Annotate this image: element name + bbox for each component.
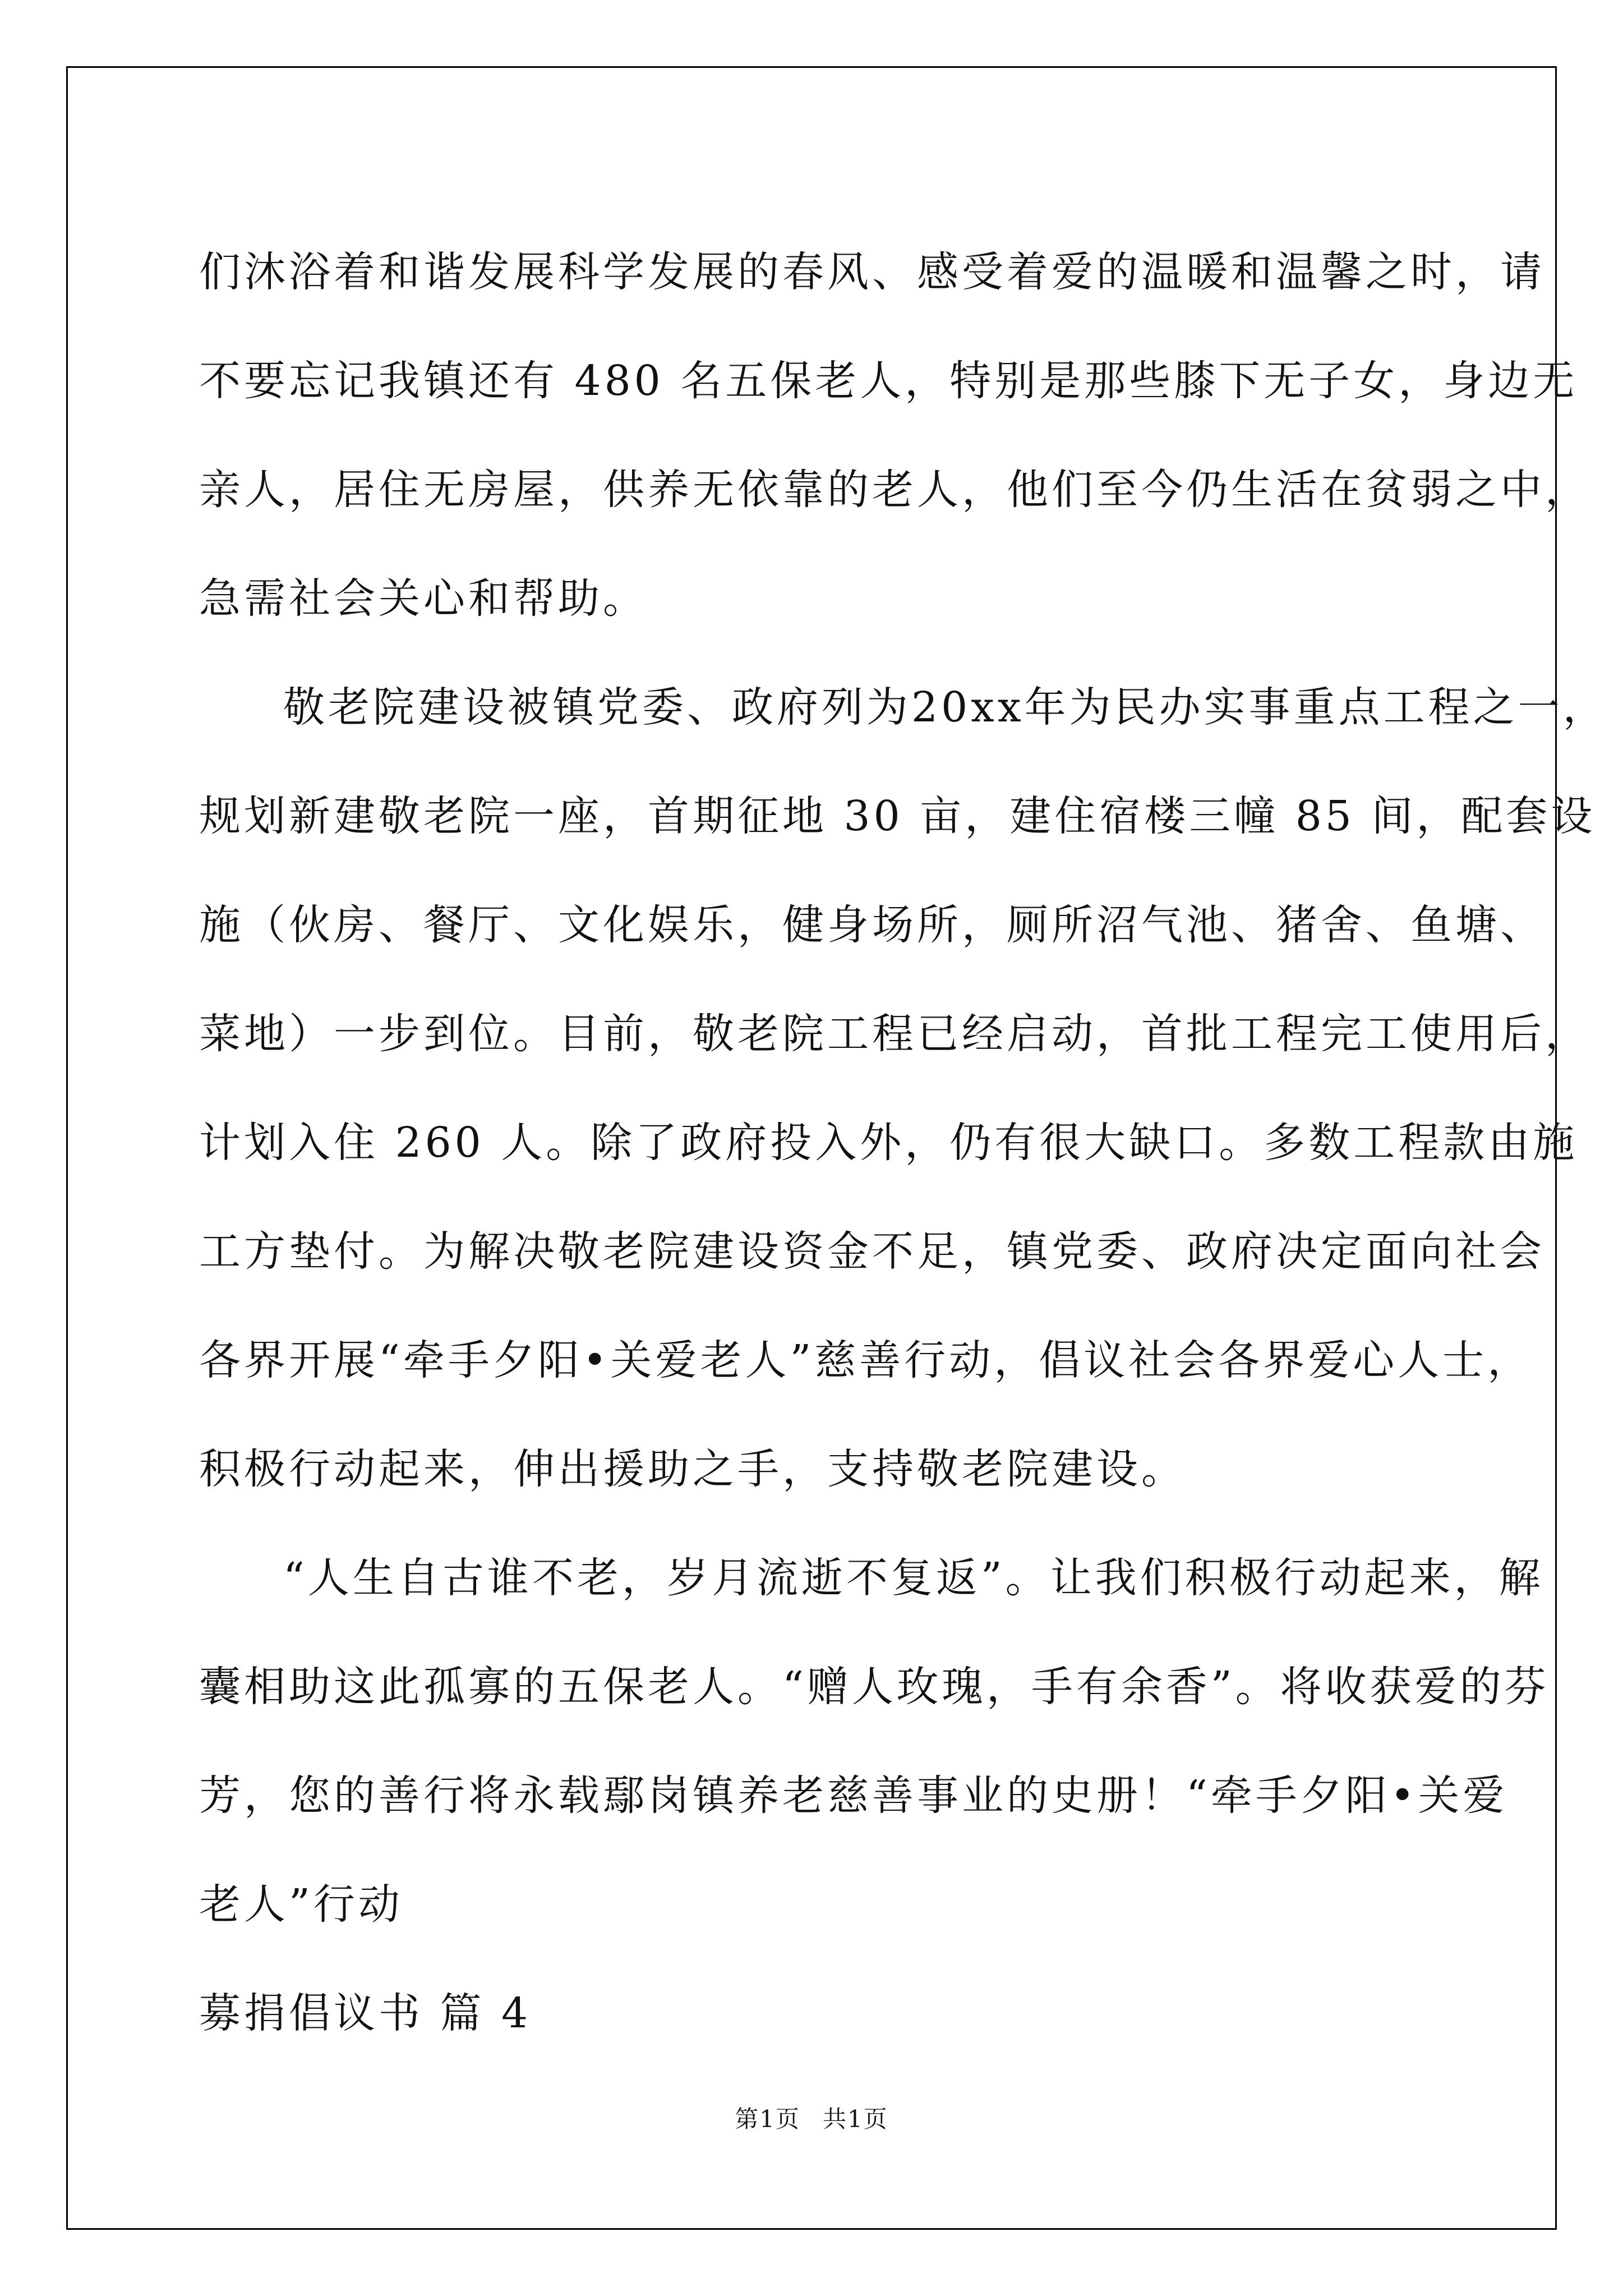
text-line: 工方垫付。为解决敬老院建设资金不足，镇党委、政府决定面向社会	[199, 1227, 1545, 1276]
text-line: 囊相助这此孤寡的五保老人。“赠人玫瑰，手有余香”。将收获爱的芬	[199, 1663, 1550, 1711]
document-body	[199, 218, 1608, 2068]
text-line: “人生自古谁不老，岁月流逝不复返”。让我们积极行动起来，解	[283, 1554, 1544, 1602]
section-heading: 募捐倡议书 篇 4	[199, 1989, 532, 2037]
text-line: 各界开展“牵手夕阳•关爱老人”慈善行动，倡议社会各界爱心人士，	[199, 1336, 1533, 1384]
text-line: 芳，您的善行将永载鄢岗镇养老慈善事业的史册！“牵手夕阳•关爱	[199, 1772, 1508, 1820]
text-line: 菜地）一步到位。目前，敬老院工程已经启动，首批工程完工使用后，	[199, 1010, 1590, 1058]
text-line: 急需社会关心和帮助。	[199, 574, 648, 623]
paragraph-1	[199, 218, 1590, 653]
text-line: 们沐浴着和谐发展科学发展的春风、感受着爱的温暖和温馨之时，请	[199, 248, 1545, 296]
text-line: 敬老院建设被镇党委、政府列为20xx年为民办实事重点工程之一，	[283, 683, 1608, 731]
text-line: 施（伙房、餐厅、文化娱乐，健身场所，厕所沼气池、猪舍、鱼塘、	[199, 901, 1545, 949]
paragraph-2	[199, 653, 1608, 1524]
page-number: 第1页	[735, 2105, 800, 2133]
text-line: 不要忘记我镇还有 480 名五保老人，特别是那些膝下无子女，身边无	[199, 357, 1578, 405]
text-line: 规划新建敬老院一座，首期征地 30 亩，建住宿楼三幢 85 间，配套设	[199, 792, 1596, 840]
paragraph-3	[199, 1524, 1550, 1959]
page-footer	[0, 2101, 1623, 2134]
text-line: 计划入住 260 人。除了政府投入外，仍有很大缺口。多数工程款由施	[199, 1119, 1578, 1167]
text-line: 亲人，居住无房屋，供养无依靠的老人，他们至今仍生活在贫弱之中，	[199, 466, 1590, 514]
text-line: 积极行动起来，伸出援助之手，支持敬老院建设。	[199, 1445, 1186, 1493]
text-line: 老人”行动	[199, 1880, 403, 1929]
page-total: 共1页	[823, 2105, 888, 2133]
